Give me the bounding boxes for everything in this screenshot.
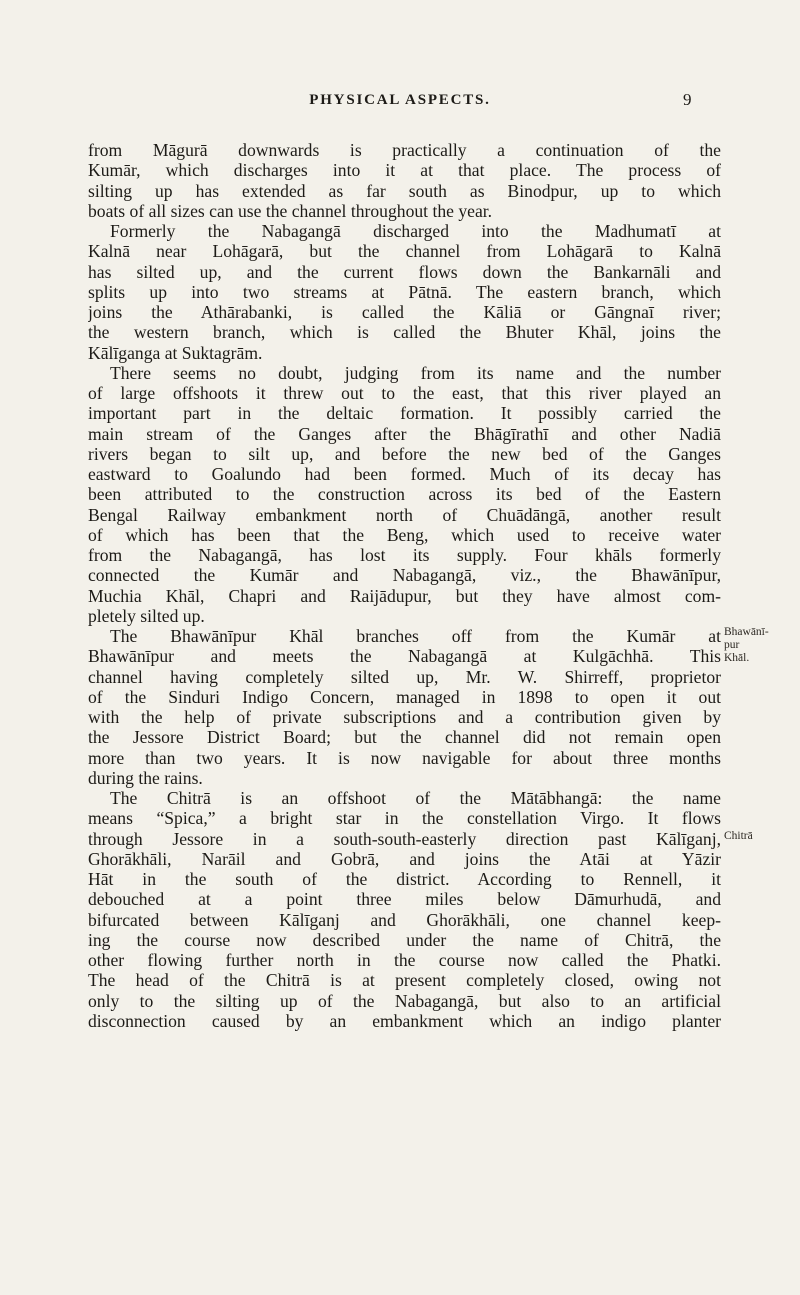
body-text (88, 140, 721, 1031)
text-line: more than two years. It is now navigable for about three months (88, 747, 721, 768)
text-line: Bengal Railway embankment north of Chuādāngā, another result (88, 504, 721, 525)
text-line: rivers began to silt up, and before the new bed of the Ganges (88, 443, 721, 464)
text-line: from the Nabagangā, has lost its supply. Four khāls formerly (88, 545, 721, 565)
text-line: other flowing further north in the course now called the Phatki. (88, 950, 721, 970)
text-line: boats of all sizes can use the channel throughout the year. (88, 200, 493, 221)
text-line: disconnection caused by an embankment which an indigo planter (88, 1010, 721, 1031)
text-line: Muchia Khāl, Chapri and Raijādupur, but they have almost com- (88, 585, 721, 606)
text-line: of which has been that the Beng, which used to receive water (88, 524, 721, 545)
text-line: The Chitrā is an offshoot of the Mātābhangā: the name (110, 788, 721, 808)
text-line: during the rains. (88, 767, 203, 788)
text-line: been attributed to the construction across its bed of the Eastern (88, 484, 721, 505)
text-line: of large offshoots it threw out to the east, that this river played an (88, 383, 721, 403)
text-line: of the Sinduri Indigo Concern, managed in 1898 to open it out (88, 686, 721, 707)
running-head (0, 92, 800, 112)
margin-note-line: Khāl. (724, 652, 750, 664)
margin-note-chitra (724, 830, 753, 843)
text-line: the western branch, which is called the Bhuter Khāl, joins the (88, 322, 721, 343)
text-line: pletely silted up. (88, 605, 205, 626)
page-number: 9 (683, 90, 692, 109)
margin-note-line: Chitrā (724, 830, 753, 842)
text-line: Kumār, which discharges into it at that place. The process of (88, 160, 721, 181)
text-line: The Bhawānīpur Khāl branches off from the Kumār at (110, 626, 721, 646)
text-line: splits up into two streams at Pātnā. The eastern branch, which (88, 281, 721, 302)
text-line: main stream of the Ganges after the Bhāgīrathī and other Nadiā (88, 423, 721, 444)
text-line: There seems no doubt, judging from its name and the number (110, 362, 721, 383)
text-line: The head of the Chitrā is at present completely closed, owing not (88, 970, 721, 991)
margin-note-bhawanipur (724, 626, 769, 665)
text-line: connected the Kumār and Nabagangā, viz., the Bhawānīpur, (88, 565, 721, 586)
text-line: the Jessore District Board; but the channel did not remain open (88, 727, 721, 748)
text-line: from Māgurā downwards is practically a continuation of the (88, 140, 721, 160)
text-line: bifurcated between Kālīganj and Ghorākhāli, one channel keep- (88, 909, 721, 930)
text-line: has silted up, and the current flows down the Bankarnāli and (88, 261, 721, 282)
text-line: debouched at a point three miles below Dāmurhudā, and (88, 889, 721, 910)
text-line: ing the course now described under the name of Chitrā, the (88, 929, 721, 950)
text-line: through Jessore in a south-south-easterly direction past Kālīganj, (88, 828, 721, 849)
margin-note-line: Bhawānī- (724, 626, 769, 638)
text-line: eastward to Goalundo had been formed. Much of its decay has (88, 464, 721, 484)
running-title: PHYSICAL ASPECTS. (309, 92, 491, 108)
text-line: means “Spica,” a bright star in the constellation Virgo. It flows (88, 808, 721, 829)
text-line: only to the silting up of the Nabagangā, but also to an artificial (88, 990, 721, 1011)
text-line: Hāt in the south of the district. According to Rennell, it (88, 869, 721, 889)
margin-note-line: pur (724, 639, 740, 651)
text-line: with the help of private subscriptions and a contribution given by (88, 707, 721, 727)
text-line: joins the Athārabanki, is called the Kāliā or Gāngnaī river; (88, 302, 721, 322)
text-line: Kālīganga at Suktagrām. (88, 342, 263, 363)
text-line: channel having completely silted up, Mr. W. Shirreff, proprietor (88, 666, 721, 687)
text-line: Formerly the Nabagangā discharged into the Madhumatī at (110, 221, 721, 241)
text-line: Kalnā near Lohāgarā, but the channel from Lohāgarā to Kalnā (88, 241, 721, 262)
text-line: silting up has extended as far south as Binodpur, up to which (88, 180, 721, 201)
text-line: Ghorākhāli, Narāil and Gobrā, and joins the Atāi at Yāzir (88, 848, 721, 869)
text-line: important part in the deltaic formation. It possibly carried the (88, 403, 721, 424)
text-line: Bhawānīpur and meets the Nabagangā at Kulgāchhā. This (88, 646, 721, 667)
